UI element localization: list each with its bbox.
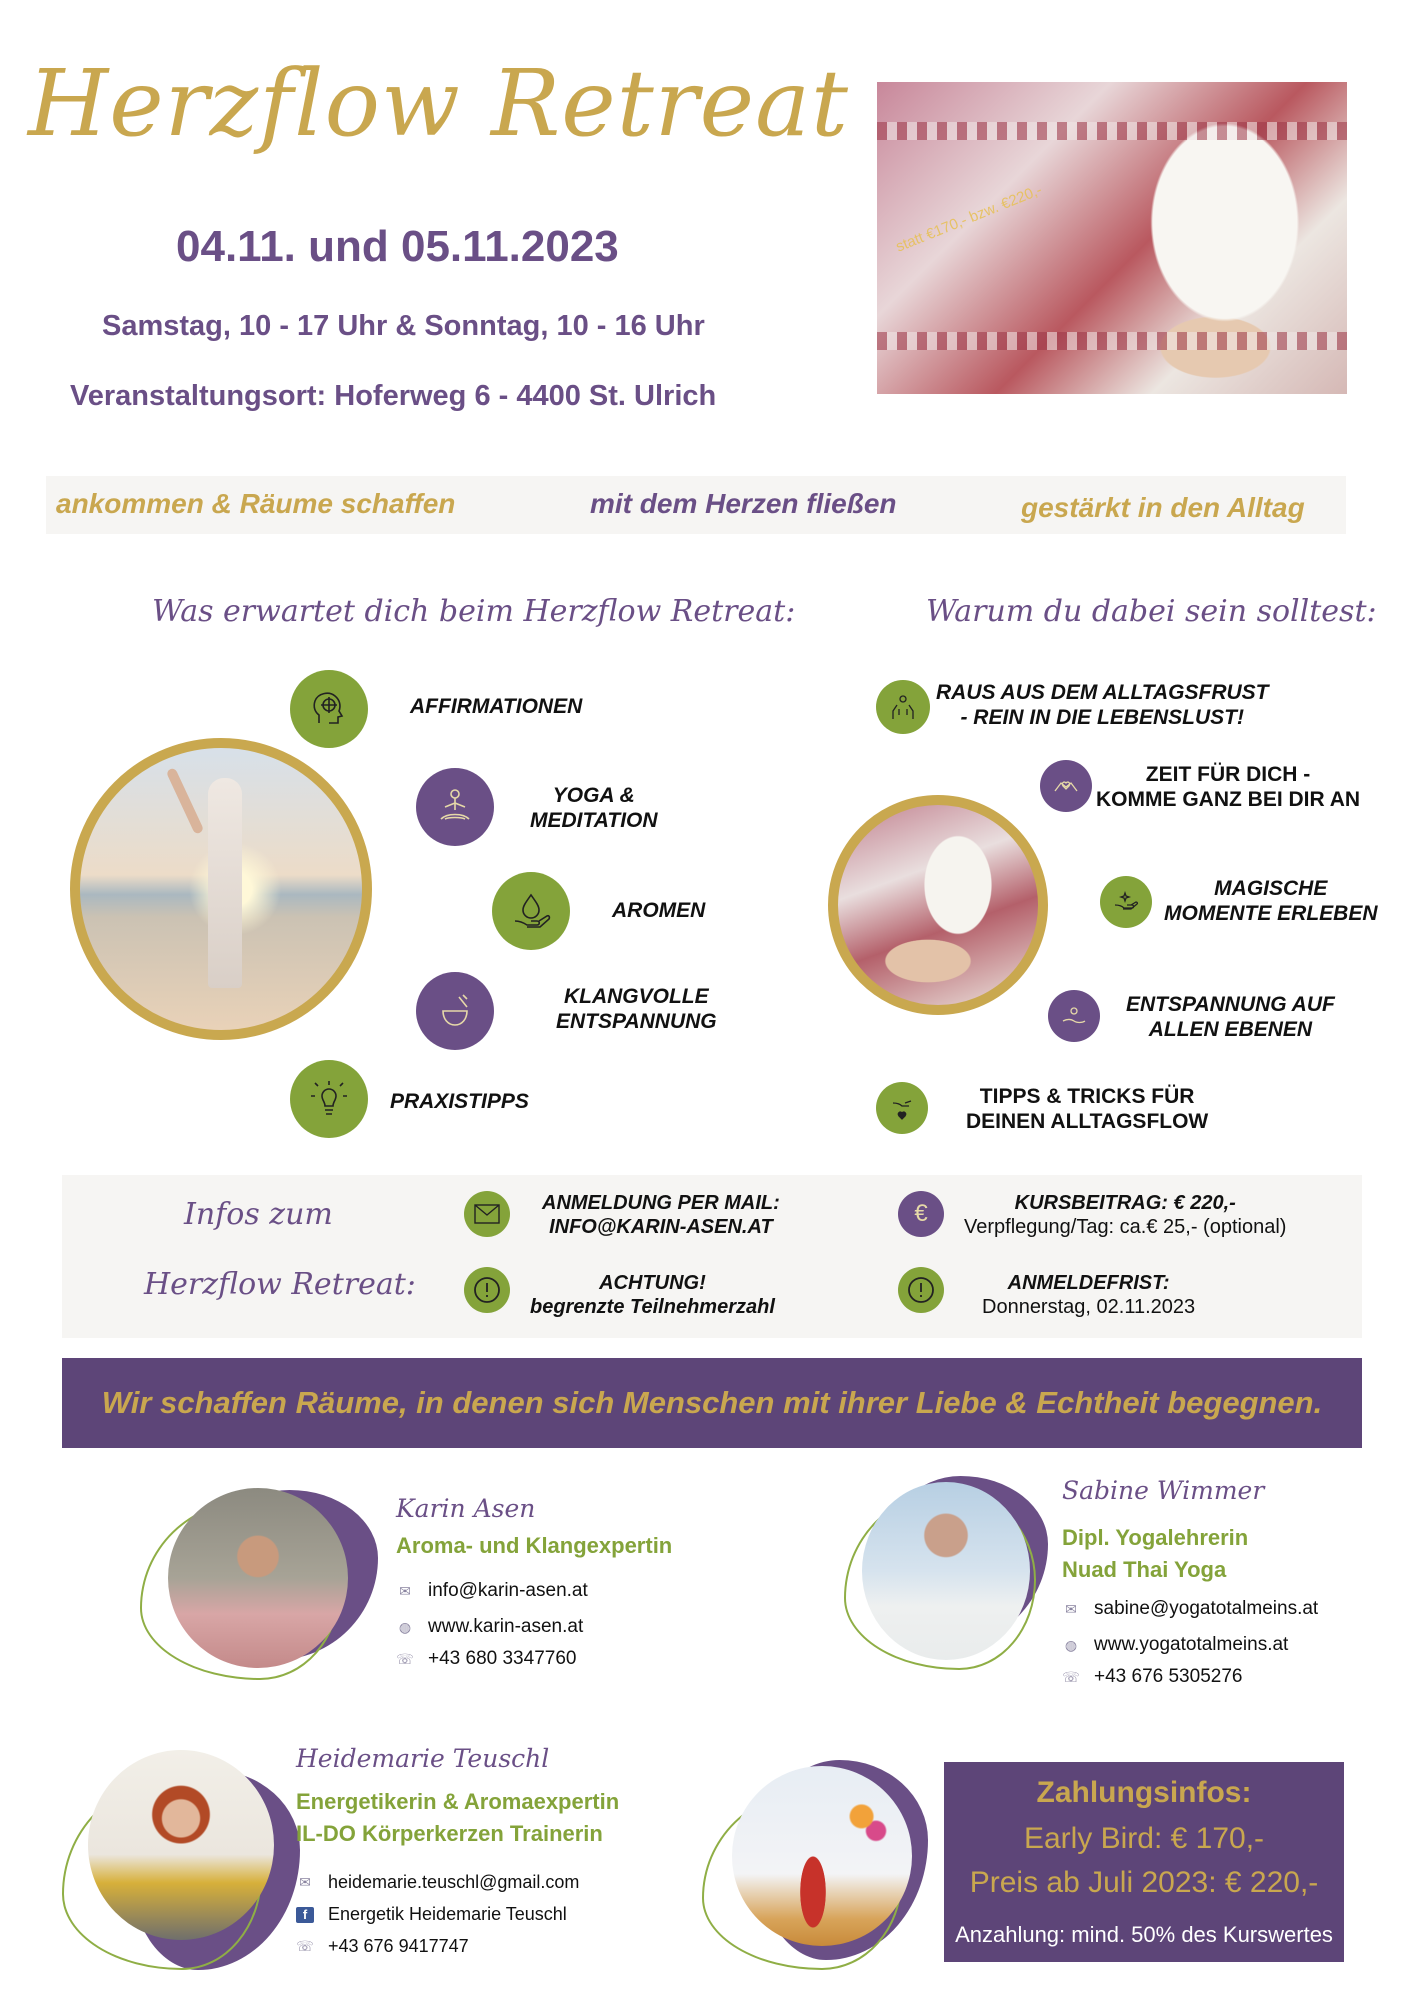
why-label-1: ZEIT FÜR DICH - KOMME GANZ BEI DIR AN <box>1096 763 1361 811</box>
mail-icon <box>464 1191 510 1237</box>
info-panel <box>62 1175 1362 1338</box>
hands-sparkle-icon <box>876 680 930 734</box>
person-contact-2-0 <box>296 1872 579 1893</box>
info-script-line1: Infos zum <box>184 1197 333 1232</box>
warning-icon <box>464 1267 510 1313</box>
beach-photo <box>70 738 372 1040</box>
karin-portrait <box>168 1488 348 1668</box>
person-contact-1-1 <box>1062 1634 1288 1656</box>
person-role-2-1: IL-DO Körperkerzen Trainerin <box>296 1821 603 1846</box>
singing-bowl-icon <box>416 972 494 1050</box>
drop-hand-icon <box>492 872 570 950</box>
info-mail-line2: INFO@KARIN-ASEN.AT <box>549 1216 773 1238</box>
info-deadline-line2: Donnerstag, 02.11.2023 <box>982 1296 1196 1318</box>
person-contact-1-0 <box>1062 1598 1318 1620</box>
sabine-email-link[interactable]: sabine@yogatotalmeins.at <box>1094 1598 1319 1619</box>
karin-email-link[interactable]: info@karin-asen.at <box>428 1580 588 1601</box>
event-times: Samstag, 10 - 17 Uhr & Sonntag, 10 - 16 Uhr <box>102 310 705 342</box>
page-title: Herzflow Retreat <box>28 50 849 157</box>
info-script-line2: Herzflow Retreat: <box>144 1267 416 1302</box>
heidemarie-phone-link[interactable]: +43 676 9417747 <box>328 1936 469 1956</box>
why-label-3: ENTSPANNUNG AUF ALLEN EBENEN <box>1126 993 1335 1041</box>
why-label-2: MAGISCHE MOMENTE ERLEBEN <box>1164 877 1378 925</box>
globe-icon: ◍ <box>398 1618 412 1635</box>
info-mail-line1: ANMELDUNG PER MAIL: <box>542 1192 780 1214</box>
payment-regular: Preis ab Juli 2023: € 220,- <box>969 1866 1319 1899</box>
person-contact-0-1 <box>396 1616 583 1638</box>
expect-label-3: KLANGVOLLE ENTSPANNUNG <box>556 985 717 1033</box>
info-fee <box>964 1191 1286 1239</box>
expect-label-1: YOGA & MEDITATION <box>530 784 658 832</box>
event-dates: 04.11. und 05.11.2023 <box>176 222 619 271</box>
payment-box <box>944 1762 1344 1962</box>
why-label-4: TIPPS & TRICKS FÜR DEINEN ALLTAGSFLOW <box>966 1085 1209 1133</box>
person-contact-2-2 <box>296 1936 469 1957</box>
info-limit <box>530 1271 775 1319</box>
info-deadline <box>982 1271 1195 1319</box>
info-fee-line2: Verpflegung/Tag: ca.€ 25,- (optional) <box>964 1216 1287 1238</box>
lightbulb-icon <box>290 1060 368 1138</box>
expect-heading: Was erwartet dich beim Herzflow Retreat: <box>152 594 796 629</box>
info-limit-line1: ACHTUNG! <box>599 1272 706 1294</box>
heidemarie-facebook-link[interactable]: Energetik Heidemarie Teuschl <box>328 1904 567 1924</box>
person-name-1: Sabine Wimmer <box>1062 1476 1265 1505</box>
mail-icon: ✉ <box>1065 1600 1077 1617</box>
person-contact-2-1 <box>296 1904 567 1925</box>
head-target-icon <box>290 670 368 748</box>
info-deadline-line1: ANMELDEFRIST: <box>1007 1272 1170 1294</box>
sabine-website-link[interactable]: www.yogatotalmeins.at <box>1094 1634 1289 1655</box>
mail-icon: ✉ <box>399 1582 411 1599</box>
tagline-left: ankommen & Räume schaffen <box>56 488 456 519</box>
balloon-photo <box>732 1766 912 1946</box>
why-heading: Warum du dabei sein solltest: <box>926 594 1377 629</box>
karin-phone-link[interactable]: +43 680 3347760 <box>428 1648 577 1669</box>
person-contact-1-2 <box>1062 1666 1242 1688</box>
facebook-icon: f <box>296 1907 314 1923</box>
deadline-warning-icon <box>898 1267 944 1313</box>
euro-icon: € <box>898 1191 944 1237</box>
person-name-0: Karin Asen <box>396 1494 536 1523</box>
person-contact-0-2 <box>396 1648 576 1670</box>
globe-icon: ◍ <box>1064 1636 1078 1653</box>
expect-label-2: AROMEN <box>612 899 706 922</box>
sabine-portrait <box>862 1482 1030 1660</box>
phone-icon: ☏ <box>296 1938 314 1954</box>
meditation-photo <box>828 795 1048 1015</box>
hero-overlay-text: statt €170,- bzw. €220,- <box>893 181 1045 256</box>
tagline-center: mit dem Herzen fließen <box>590 488 897 519</box>
heidemarie-email-link[interactable]: heidemarie.teuschl@gmail.com <box>328 1872 580 1892</box>
heart-hands-icon <box>1040 760 1092 812</box>
meditation-icon <box>416 768 494 846</box>
person-role-2-0: Energetikerin & Aromaexpertin <box>296 1789 620 1814</box>
magic-hand-icon <box>1100 876 1152 928</box>
phone-icon: ☏ <box>1062 1668 1080 1685</box>
person-role-0-0: Aroma- und Klangexpertin <box>396 1533 673 1558</box>
mail-icon: ✉ <box>299 1874 311 1890</box>
mission-text: Wir schaffen Räume, in denen sich Menschen mit ihrer Liebe & Echtheit begegnen. <box>101 1385 1323 1420</box>
payment-heading: Zahlungsinfos: <box>1036 1776 1252 1809</box>
info-fee-line1: KURSBEITRAG: € 220,- <box>1014 1192 1236 1214</box>
person-role-1-0: Dipl. Yogalehrerin <box>1062 1525 1249 1550</box>
relax-icon <box>1048 990 1100 1042</box>
hero-photo <box>877 82 1347 394</box>
event-venue: Veranstaltungsort: Hoferweg 6 - 4400 St. Ulrich <box>70 380 717 412</box>
phone-icon: ☏ <box>396 1650 414 1667</box>
person-contact-0-0 <box>396 1580 588 1602</box>
expect-label-0: AFFIRMATIONEN <box>410 695 583 718</box>
why-label-0: RAUS AUS DEM ALLTAGSFRUST - REIN IN DIE LEBENSLUST! <box>936 681 1269 729</box>
tagline-right: gestärkt in den Alltag <box>1021 492 1305 523</box>
expect-label-4: PRAXISTIPPS <box>390 1090 529 1113</box>
heart-hand-icon <box>876 1082 928 1134</box>
karin-website-link[interactable]: www.karin-asen.at <box>428 1616 584 1637</box>
info-limit-line2: begrenzte Teilnehmerzahl <box>530 1296 775 1318</box>
payment-early-bird: Early Bird: € 170,- <box>1023 1822 1265 1855</box>
person-role-1-1: Nuad Thai Yoga <box>1062 1557 1227 1582</box>
mission-banner <box>62 1358 1362 1448</box>
info-mail <box>542 1191 780 1239</box>
tagline-band <box>46 476 1346 534</box>
person-name-2: Heidemarie Teuschl <box>296 1744 550 1773</box>
payment-deposit: Anzahlung: mind. 50% des Kurswertes <box>955 1922 1333 1947</box>
heidemarie-portrait <box>88 1750 274 1940</box>
sabine-phone-link[interactable]: +43 676 5305276 <box>1094 1666 1243 1687</box>
